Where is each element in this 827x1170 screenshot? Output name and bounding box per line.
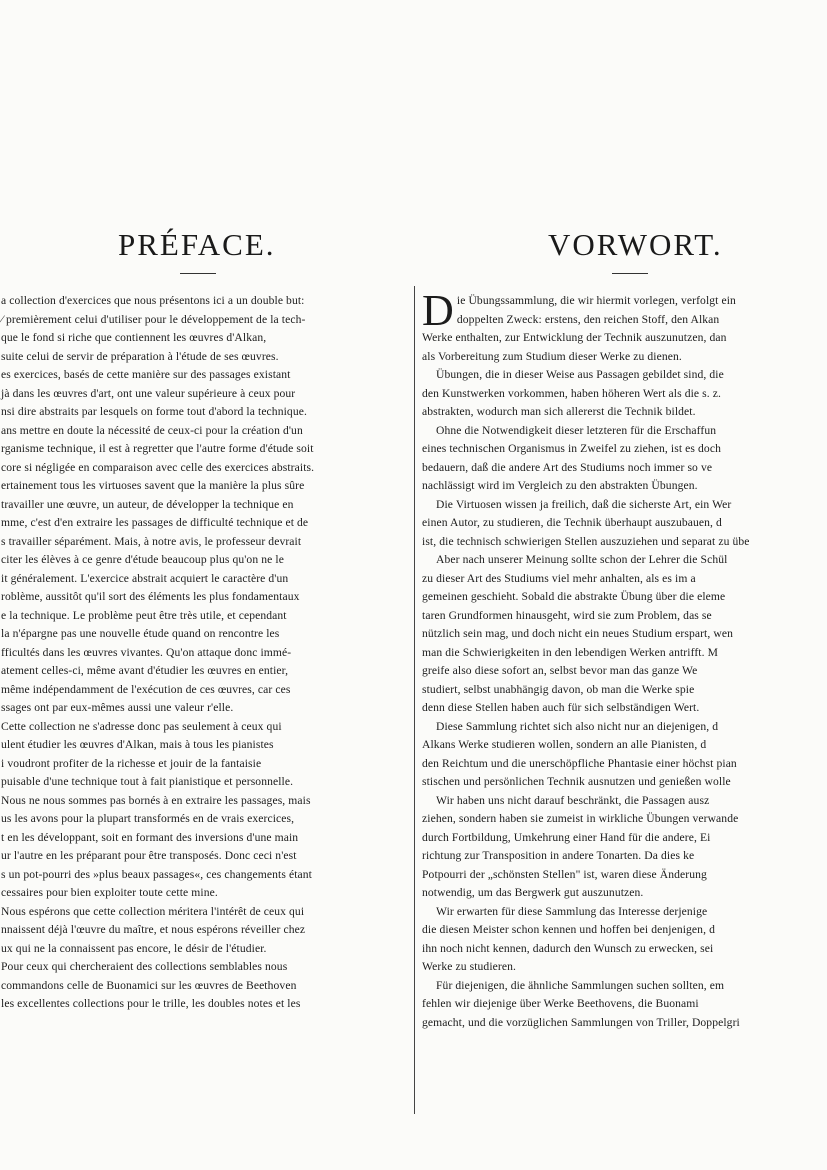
text-line: Werke enthalten, zur Entwicklung der Technik auszunutzen, dan: [422, 331, 727, 344]
text-line: ertainement tous les virtuoses savent que la manière la plus sûre: [1, 479, 305, 492]
text-line: einen Autor, zu studieren, die Technik überhaupt auszubauen, d: [422, 516, 722, 529]
text-line: travailler une œuvre, un auteur, de développer la technique en: [1, 497, 294, 511]
text-line: Nous espérons que cette collection méritera l'intérêt de ceux qui: [1, 904, 305, 918]
text-line: Übungen, die in dieser Weise aus Passagen gebildet sind, die: [436, 368, 724, 381]
text-line: gemeinen geschieht. Sobald die abstrakte Übung über die eleme: [422, 590, 726, 603]
text-line: denn diese Stellen haben auch für sich selbständigen Wert.: [422, 701, 700, 714]
paragraph: [422, 292, 827, 366]
text-line: que le fond si riche que contiennent les œuvres d'Alkan,: [1, 331, 267, 344]
text-line: mme, c'est d'en extraire les passages de difficulté technique et de: [1, 516, 309, 529]
paragraph: [422, 718, 827, 792]
text-line: es exercices, basés de cette manière sur des passages existant: [1, 368, 291, 381]
text-line: t en les développant, soit en formant des inversions d'une main: [1, 830, 299, 844]
text-line: ziehen, sondern haben sie zumeist in wirkliche Übungen verwande: [422, 812, 739, 825]
text-line: als Vorbereitung zum Studium dieser Werke zu dienen.: [422, 349, 682, 363]
text-line: den Reichtum und die unerschöpfliche Phantasie einer höchst pian: [422, 756, 737, 770]
text-line: nützlich sein mag, und doch nicht ein neues Studium erspart, wen: [422, 627, 733, 640]
text-line: i voudront profiter de la richesse et jouir de la fantaisie: [1, 756, 262, 770]
text-line: Die Virtuosen wissen ja freilich, daß die sicherste Art, ein Wer: [436, 497, 732, 511]
text-line: die diesen Meister schon kennen und hoffen bei denjenigen, d: [422, 923, 715, 936]
text-line: man die Schwierigkeiten in den lebendigen Werken antrifft. M: [422, 645, 719, 659]
text-line: citer les élèves à ce genre d'étude beaucoup plus qu'on ne le: [1, 553, 284, 566]
text-line: ⁄ premièrement celui d'utiliser pour le développement de la tech-: [1, 312, 306, 326]
paragraph: [0, 292, 402, 718]
text-line: e la technique. Le problème peut être très utile, et cependant: [1, 608, 287, 622]
text-line: Diese Sammlung richtet sich also nicht nur an diejenigen, d: [436, 719, 719, 733]
text-line: Wir haben uns nicht darauf beschränkt, die Passagen ausz: [436, 793, 710, 807]
text-line: durch Fortbildung, Umkehrung einer Hand für die andere, Ei: [422, 830, 711, 844]
text-line: la n'épargne pas une nouvelle étude quand on rencontre les: [1, 627, 280, 640]
text-line: Werke zu studieren.: [422, 960, 516, 973]
text-line: s un pot-pourri des »plus beaux passages«, ces changements étant: [1, 867, 312, 881]
text-line: a collection d'exercices que nous présentons ici a un double but:: [1, 294, 305, 307]
text-line: eines technischen Organismus in Zweifel zu ziehen, ist es doch: [422, 442, 721, 455]
text-line: nachlässigt wird im Vergleich zu den abstrakten Übungen.: [422, 479, 698, 492]
text-line: gemacht, und die vorzüglichen Sammlungen von Triller, Doppelgri: [422, 1015, 740, 1029]
text-line: fehlen wir diejenige über Werke Beethovens, die Buonami: [422, 997, 699, 1010]
paragraph: [0, 718, 402, 792]
text-line: ist, die technisch schwierigen Stellen auszuziehen und separat zu übe: [422, 534, 750, 548]
text-line: it généralement. L'exercice abstrait acquiert le caractère d'un: [1, 571, 289, 585]
paragraph: [0, 958, 402, 1014]
text-line: fficultés dans les œuvres vivantes. Qu'on attaque donc immé-: [1, 645, 292, 659]
paragraph: [422, 422, 827, 496]
text-line: ur l'autre en les préparant pour être transposés. Donc ceci n'est: [1, 849, 297, 862]
text-line: richtung zur Transposition in andere Tonarten. Da dies ke: [422, 849, 695, 862]
french-column: [0, 292, 402, 1122]
text-line: notwendig, um das Bergwerk gut auszunutzen.: [422, 886, 644, 899]
german-title-rule: [612, 273, 648, 274]
text-line: ulent étudier les œuvres d'Alkan, mais à tous les pianistes: [1, 738, 274, 751]
text-line: rganisme technique, il est à regretter que l'autre forme d'étude soit: [1, 442, 314, 455]
text-line: nsi dire abstraits par lesquels on forme tout d'abord la technique.: [1, 405, 307, 418]
text-line: roblème, aussitôt qu'il sort des éléments les plus fondamentaux: [1, 590, 300, 603]
german-column: [422, 292, 827, 1122]
text-line: jà dans les œuvres d'art, ont une valeur supérieure à ceux pour: [1, 386, 296, 400]
text-line: cessaires pour bien exploiter toute cette mine.: [1, 886, 218, 899]
text-line: Wir erwarten für diese Sammlung das Interesse derjenige: [436, 904, 708, 918]
text-line: core si négligée en comparaison avec celle des exercices abstraits.: [1, 460, 315, 474]
text-line: les excellentes collections pour le trille, les doubles notes et les: [1, 997, 301, 1010]
text-line: puisable d'une technique tout à fait pianistique et personnelle.: [1, 775, 294, 788]
text-line: commandons celle de Buonamici sur les œuvres de Beethoven: [1, 978, 297, 992]
text-line: même indépendamment de l'exécution de ces œuvres, car ces: [1, 682, 291, 696]
text-line: Ohne die Notwendigkeit dieser letzteren für die Erschaffun: [436, 423, 717, 437]
french-title: PRÉFACE.: [118, 227, 276, 262]
paragraph: [422, 977, 827, 1033]
text-line: taren Grundformen hinausgeht, wird sie zum Problem, das se: [422, 608, 712, 622]
text-line: ihn noch nicht kennen, dadurch den Wunsch zu erwecken, sei: [422, 941, 714, 955]
text-line: us les avons pour la plupart transformés en de vrais exercices,: [1, 812, 295, 825]
paragraph: [422, 792, 827, 903]
text-line: Potpourri der „schönsten Stellen" ist, waren diese Änderung: [422, 867, 707, 881]
text-line: den Kunstwerken vorkommen, haben höheren Wert als die s. z.: [422, 386, 722, 400]
drop-cap: D: [422, 292, 454, 335]
text-line: greife also diese sofort an, selbst bevor man das ganze We: [422, 664, 698, 677]
paragraph: [422, 903, 827, 977]
paragraph: [0, 903, 402, 959]
text-line: bedauern, daß die andere Art des Studiums noch immer so ve: [422, 460, 713, 474]
text-line: ssages ont par eux-mêmes aussi une valeur r'elle.: [1, 701, 234, 714]
paragraph: [0, 792, 402, 903]
paragraph: [422, 366, 827, 422]
text-line: stischen und persönlichen Technik ausnutzen und genießen wolle: [422, 775, 731, 788]
text-line: Cette collection ne s'adresse donc pas seulement à ceux qui: [1, 719, 282, 733]
paragraph: [422, 496, 827, 552]
text-line: Aber nach unserer Meinung sollte schon der Lehrer die Schül: [436, 553, 728, 566]
column-divider: [414, 286, 415, 1114]
text-line: ie Übungssammlung, die wir hiermit vorlegen, verfolgt ein: [456, 294, 736, 307]
paragraph: [422, 551, 827, 718]
text-line: doppelten Zweck: erstens, den reichen Stoff, den Alkan: [456, 312, 720, 326]
text-line: studiert, selbst unabhängig davon, ob man die Werke spie: [422, 682, 695, 696]
text-line: zu dieser Art des Studiums viel mehr anhalten, als es im a: [422, 571, 696, 585]
german-title: VORWORT.: [548, 227, 723, 262]
text-line: Pour ceux qui chercheraient des collections semblables nous: [1, 960, 288, 973]
text-line: Für diejenigen, die ähnliche Sammlungen suchen sollten, em: [436, 978, 725, 992]
text-line: suite celui de servir de préparation à l'étude de ses œuvres.: [1, 349, 279, 363]
text-line: ans mettre en doute la nécessité de ceux-ci pour la création d'un: [1, 423, 303, 437]
text-line: ux qui ne la connaissent pas encore, le désir de l'étudier.: [1, 941, 267, 955]
text-line: nnaissent déjà l'œuvre du maître, et nous espérons réveiller chez: [1, 923, 306, 936]
text-line: abstrakten, wodurch man sich allererst die Technik bildet.: [422, 405, 696, 418]
french-title-rule: [180, 273, 216, 274]
text-line: s travailler séparément. Mais, à notre avis, le professeur devrait: [1, 534, 302, 548]
text-line: Nous ne nous sommes pas bornés à en extraire les passages, mais: [1, 793, 311, 807]
text-line: atement celles-ci, même avant d'étudier les œuvres en entier,: [1, 664, 289, 677]
text-line: Alkans Werke studieren wollen, sondern an alle Pianisten, d: [422, 738, 707, 751]
